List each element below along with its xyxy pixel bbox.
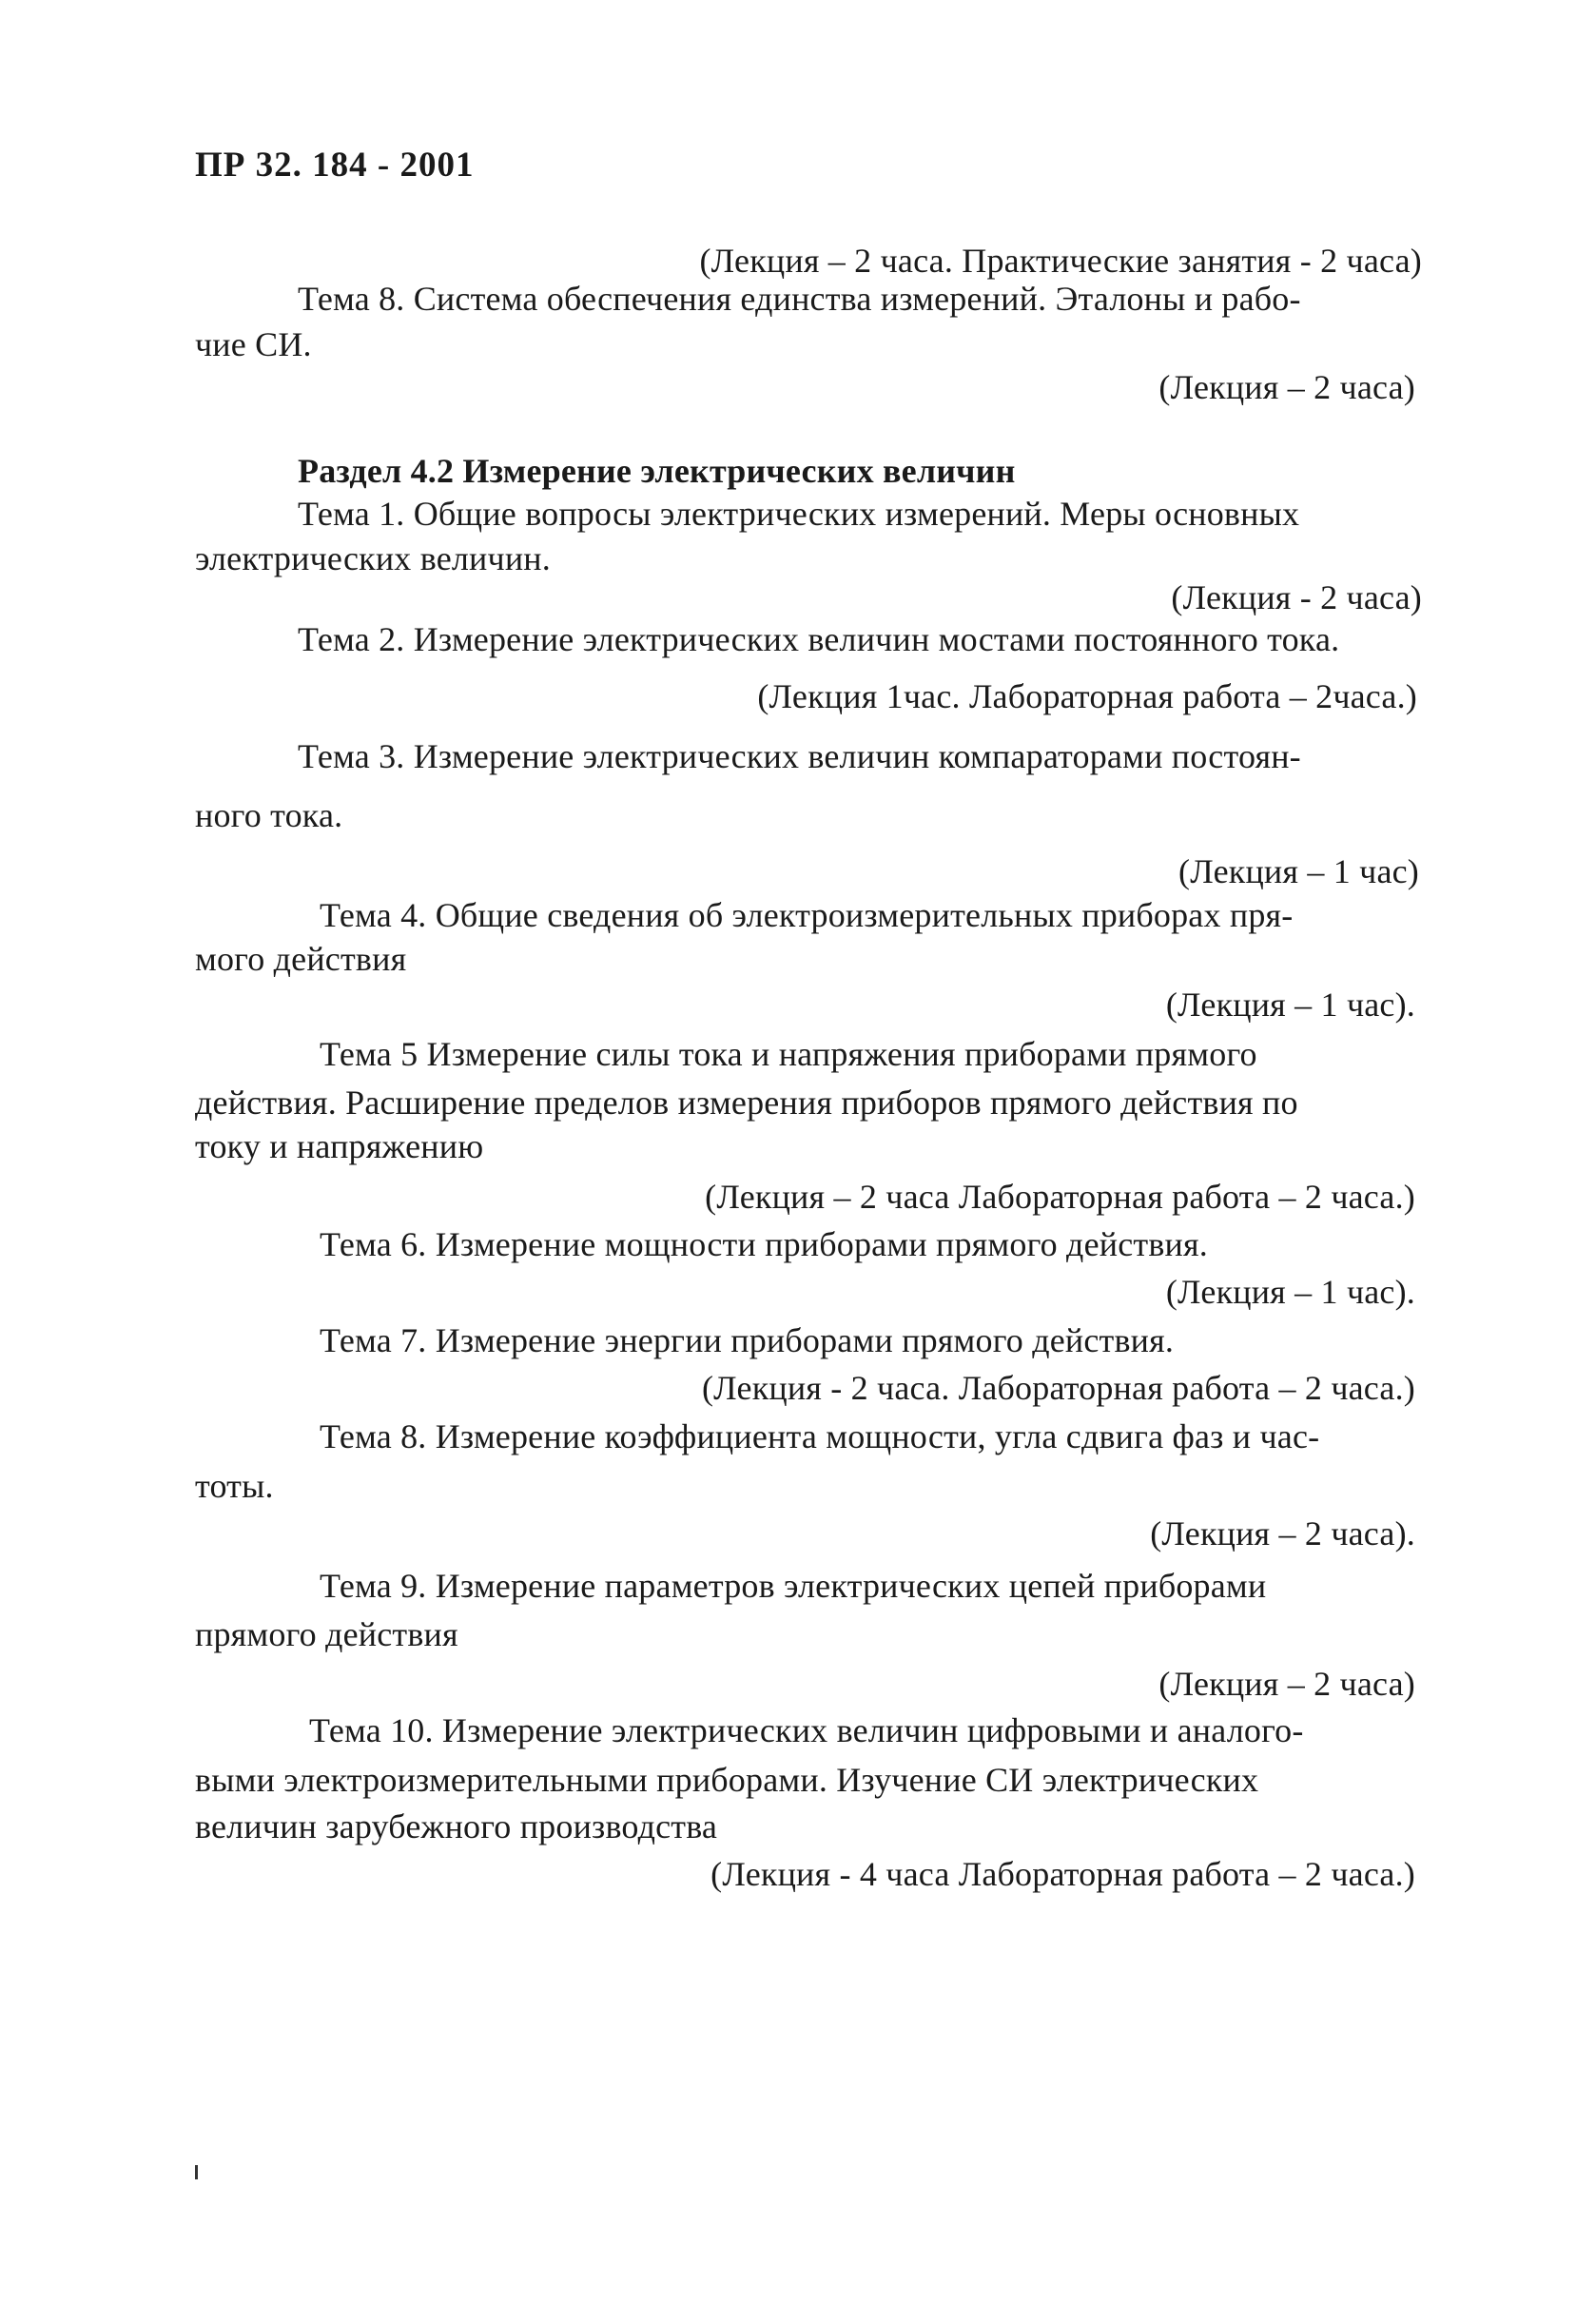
topic-line: Тема 8. Измерение коэффициента мощности, угла сдвига фаз и час- bbox=[320, 1417, 1320, 1455]
section-heading: Раздел 4.2 Измерение электрических величин bbox=[298, 452, 1016, 490]
topic-continuation: действия. Расширение пределов измерения приборов прямого действия по bbox=[195, 1084, 1298, 1122]
lecture-hours-line: (Лекция - 2 часа) bbox=[1171, 578, 1422, 616]
lecture-hours-line: (Лекция – 2 часа) bbox=[1158, 1665, 1415, 1703]
topic-continuation: мого действия bbox=[195, 940, 407, 978]
lecture-hours-line: (Лекция – 1 час) bbox=[1178, 852, 1419, 890]
topic-continuation: выми электроизмерительными приборами. Изучение СИ электрических bbox=[195, 1761, 1259, 1799]
topic-line: Тема 9. Измерение параметров электрических цепей приборами bbox=[320, 1567, 1267, 1605]
topic-line: Тема 5 Измерение силы тока и напряжения приборами прямого bbox=[320, 1035, 1257, 1073]
topic-line: Тема 10. Измерение электрических величин цифровыми и аналого- bbox=[309, 1711, 1304, 1749]
topic-line: Тема 1. Общие вопросы электрических измерений. Меры основных bbox=[298, 495, 1300, 533]
topic-line: Тема 3. Измерение электрических величин компараторами постоян- bbox=[298, 737, 1301, 775]
lecture-hours-line: (Лекция – 2 часа) bbox=[1158, 368, 1415, 406]
topic-continuation: току и напряжению bbox=[195, 1127, 484, 1165]
topic-continuation: величин зарубежного производства bbox=[195, 1807, 718, 1845]
topic-line: Тема 2. Измерение электрических величин мостами постоянного тока. bbox=[298, 620, 1340, 658]
topic-continuation: ного тока. bbox=[195, 796, 343, 834]
topic-continuation: прямого действия bbox=[195, 1615, 458, 1653]
lecture-hours-line: (Лекция 1час. Лабораторная работа – 2часа.) bbox=[757, 677, 1417, 715]
lecture-hours-line: (Лекция – 1 час). bbox=[1165, 1273, 1415, 1311]
topic-continuation: тоты. bbox=[195, 1467, 274, 1505]
topic-line: Тема 4. Общие сведения об электроизмерительных приборах пря- bbox=[320, 896, 1294, 934]
lecture-hours-line: (Лекция – 2 часа). bbox=[1150, 1514, 1415, 1552]
topic-line: Тема 8. Система обеспечения единства измерений. Эталоны и рабо- bbox=[298, 280, 1301, 318]
lecture-hours-line: (Лекция – 2 часа Лабораторная работа – 2 часа.) bbox=[705, 1178, 1415, 1216]
lecture-hours-line: (Лекция – 1 час). bbox=[1165, 986, 1415, 1024]
topic-continuation: электрических величин. bbox=[195, 539, 551, 577]
scan-artifact-mark bbox=[195, 2165, 198, 2179]
document-header: ПР 32. 184 - 2001 bbox=[195, 146, 475, 185]
lecture-hours-line: (Лекция – 2 часа. Практические занятия - 2 часа) bbox=[699, 242, 1422, 280]
lecture-hours-line: (Лекция - 4 часа Лабораторная работа – 2 часа.) bbox=[710, 1855, 1415, 1893]
lecture-hours-line: (Лекция - 2 часа. Лабораторная работа – 2 часа.) bbox=[701, 1369, 1415, 1407]
topic-continuation: чие СИ. bbox=[195, 325, 312, 363]
topic-line: Тема 6. Измерение мощности приборами прямого действия. bbox=[320, 1225, 1208, 1263]
topic-line: Тема 7. Измерение энергии приборами прямого действия. bbox=[320, 1321, 1175, 1359]
